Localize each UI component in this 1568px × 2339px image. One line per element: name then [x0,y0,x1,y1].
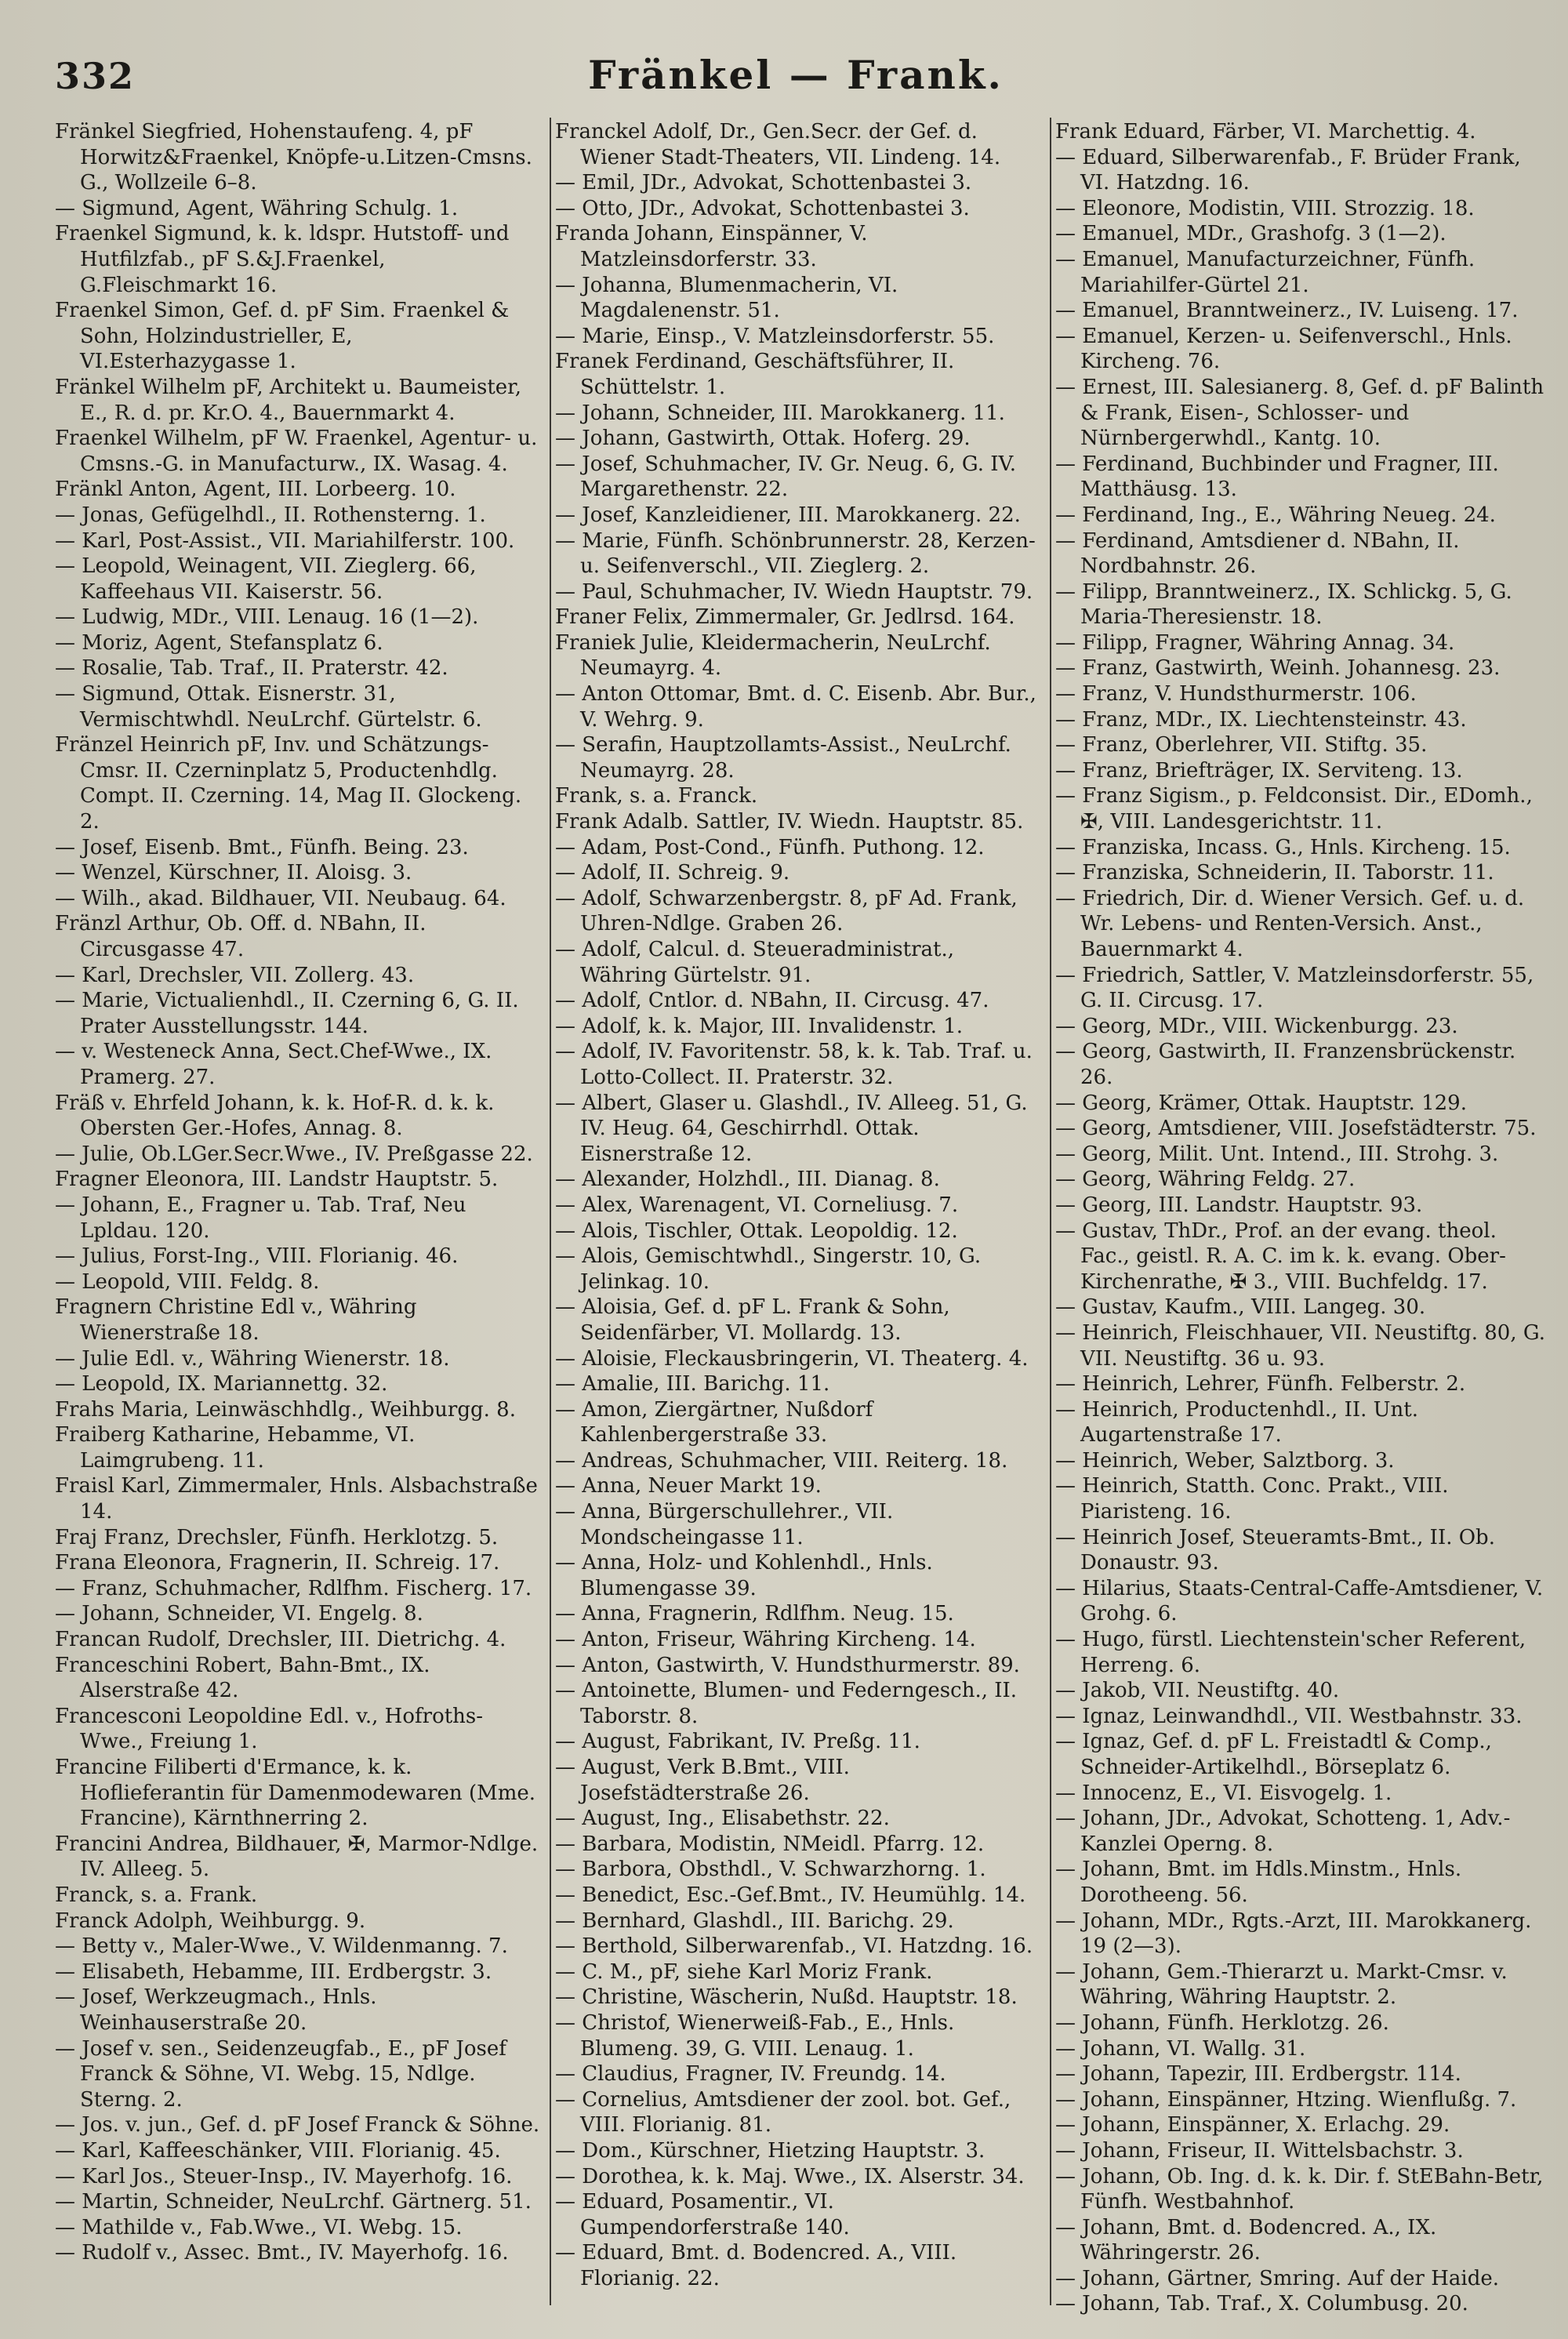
directory-entry: Franck, s. a. Frank. [55,1883,258,1907]
directory-entry: — Heinrich Josef, Steueramts-Bmt., II. Ob. Donaustr. 93. [1055,1525,1495,1575]
page-number: 332 [55,55,136,97]
directory-entry: — August, Ing., Elisabethstr. 22. [555,1807,890,1831]
directory-entry: — Anton Ottomar, Bmt. d. C. Eisenb. Abr. Bur., V. Wehrg. 9. [555,682,1036,732]
directory-entry: — Bernhard, Glashdl., III. Barichg. 29. [555,1909,954,1933]
directory-entry: — Dom., Kürschner, Hietzing Hauptstr. 3. [555,2138,985,2163]
directory-entry: — Georg, Währing Feldg. 27. [1055,1168,1356,1192]
directory-entry: — Adolf, k. k. Major, III. Invalidenstr. 1. [555,1014,964,1038]
directory-entry: — Josef, Kanzleidiener, III. Marokkanerg. 22. [555,503,1021,527]
directory-entry: — Hilarius, Staats-Central-Caffe-Amtsdiener, V. Grohg. 6. [1055,1576,1544,1626]
directory-entry: — Friedrich, Dir. d. Wiener Versich. Gef. u. d. Wr. Lebens- und Renten-Versich. Anst., Bauernmarkt 4. [1055,886,1525,961]
directory-entry: — Martin, Schneider, NeuLrchf. Gärtnerg. 51. [55,2190,532,2214]
directory-entry: — Heinrich, Weber, Salztborg. 3. [1055,1448,1395,1473]
directory-entry: Franiek Julie, Kleidermacherin, NeuLrchf. Neumayrg. 4. [555,630,991,681]
directory-entry: — Johann, Tab. Traf., X. Columbusg. 20. [1055,2292,1468,2315]
directory-entry: — Aloisie, Fleckausbringerin, VI. Theaterg. 4. [555,1346,1029,1371]
directory-entry: — Johann, Schneider, VI. Engelg. 8. [55,1602,423,1626]
directory-entry: — Georg, Krämer, Ottak. Hauptstr. 129. [1055,1091,1467,1115]
directory-entry: — Marie, Fünfh. Schönbrunnerstr. 28, Kerzen- u. Seifenverschl., VII. Zieglerg. 2. [555,528,1036,579]
directory-entry: — Johann, Tapezir, III. Erdbergstr. 114. [1055,2062,1461,2087]
directory-entry: — Alois, Tischler, Ottak. Leopoldig. 12. [555,1219,958,1243]
directory-entry: — Friedrich, Sattler, V. Matzleinsdorferstr. 55, G. II. Circusg. 17. [1055,963,1534,1013]
directory-entry: — Filipp, Fragner, Währing Annag. 34. [1055,630,1455,655]
directory-entry: — Adam, Post-Cond., Fünfh. Puthong. 12. [555,835,985,859]
directory-entry: Fränzel Heinrich pF, Inv. und Schätzungs-Cmsr. II. Czerninplatz 5, Productenhdlg. Compt. II. Czerning. 14, Mag II. Glockeng. 2. [55,733,522,834]
directory-entry: Fränkl Anton, Agent, III. Lorbeerg. 10. [55,478,456,502]
directory-entry: Franck Adolph, Weihburgg. 9. [55,1909,366,1933]
directory-entry: — Gustav, Kaufm., VIII. Langeg. 30. [1055,1295,1426,1320]
directory-entry: — Sigmund, Ottak. Eisnerstr. 31, Vermischtwhdl. NeuLrchf. Gürtelstr. 6. [55,682,482,732]
directory-entry: — Franz, MDr., IX. Liechtensteinstr. 43. [1055,707,1467,732]
directory-entry: — Heinrich, Fleischhauer, VII. Neustiftg. 80, G. VII. Neustiftg. 36 u. 93. [1055,1320,1545,1371]
directory-entry: — Karl Jos., Steuer-Insp., IV. Mayerhofg. 16. [55,2164,513,2188]
running-head: Fränkel — Frank. [588,52,1004,98]
directory-entry: — Eduard, Bmt. d. Bodencred. A., VIII. Florianig. 22. [555,2241,957,2290]
directory-entry: — Ferdinand, Buchbinder und Fragner, III. Matthäusg. 13. [1055,452,1499,502]
directory-entry: Franda Johann, Einspänner, V. Matzleinsdorferstr. 33. [555,222,868,271]
directory-entry: — Ferdinand, Amtsdiener d. NBahn, II. Nordbahnstr. 26. [1055,528,1460,579]
directory-entry: — Adolf, II. Schreig. 9. [555,861,790,885]
directory-entry: — Innocenz, E., VI. Eisvogelg. 1. [1055,1781,1392,1805]
directory-entry: — Berthold, Silberwarenfab., VI. Hatzdng. 16. [555,1934,1033,1959]
directory-entry: — Wilh., akad. Bildhauer, VII. Neubaug. 64. [55,886,506,910]
directory-entry: — Adolf, IV. Favoritenstr. 58, k. k. Tab. Traf. u. Lotto-Collect. II. Praterstr. 32. [555,1040,1033,1089]
directory-entry: Franek Ferdinand, Geschäftsführer, II. Schüttelstr. 1. [555,350,955,399]
directory-column-1 [55,119,545,2315]
directory-entry: — Johann, Bmt. im Hdls.Minstm., Hnls. Dorotheeng. 56. [1055,1858,1462,1907]
directory-entry: — Johann, Einspänner, X. Erlachg. 29. [1055,2113,1450,2137]
directory-entry: — Alex, Warenagent, VI. Corneliusg. 7. [555,1193,959,1217]
directory-entry: — August, Verk B.Bmt., VIII. Josefstädterstraße 26. [555,1756,850,1805]
directory-entry: — Emanuel, MDr., Grashofg. 3 (1—2). [1055,222,1446,246]
directory-entry: — Franz Sigism., p. Feldconsist. Dir., EDomh., ✠, VIII. Landesgerichtstr. 11. [1055,784,1533,834]
directory-entry: — Johann, Gärtner, Smring. Auf der Haide. [1055,2266,1500,2290]
directory-entry: Fränkel Siegfried, Hohenstaufeng. 4, pF Horwitz&Fraenkel, Knöpfe-u.Litzen-Cmsns. G., Wollzeile 6–8. [55,120,532,195]
directory-entry: Fraiberg Katharine, Hebamme, VI. Laimgrubeng. 11. [55,1423,416,1473]
directory-entry: Franceschini Robert, Bahn-Bmt., IX. Alserstraße 42. [55,1653,430,1703]
directory-entry: — Barbora, Obsthdl., V. Schwarzhorng. 1. [555,1858,986,1882]
directory-entry: — Johann, JDr., Advokat, Schotteng. 1, Adv.-Kanzlei Operng. 8. [1055,1807,1511,1856]
directory-entry: — Moriz, Agent, Stefansplatz 6. [55,630,383,655]
directory-entry: Fraj Franz, Drechsler, Fünfh. Herklotzg. 5. [55,1525,499,1549]
directory-entry: — Albert, Glaser u. Glashdl., IV. Alleeg. 51, G. IV. Heug. 64, Geschirrhdl. Ottak. Eisnerstraße 12. [555,1091,1028,1166]
directory-entry: — Adolf, Schwarzenbergstr. 8, pF Ad. Frank, Uhren-Ndlge. Graben 26. [555,886,1018,936]
directory-entry: — Marie, Einsp., V. Matzleinsdorferstr. 55. [555,324,995,348]
directory-entry: — Ernest, III. Salesianerg. 8, Gef. d. pF Balinth & Frank, Eisen-, Schlosser- und Nürnbergerwhdl., Kantg. 10. [1055,375,1544,451]
directory-entry: — Andreas, Schuhmacher, VIII. Reiterg. 18. [555,1448,1008,1473]
directory-entry: — Gustav, ThDr., Prof. an der evang. theol. Fac., geistl. R. A. C. im k. k. evang. Ober-Kirchenrathe, ✠ 3., VIII. Buchfeldg. 17. [1055,1219,1506,1294]
directory-entry: — Serafin, Hauptzollamts-Assist., NeuLrchf. Neumayrg. 28. [555,733,1011,783]
directory-entry: — Aloisia, Gef. d. pF L. Frank & Sohn, Seidenfärber, VI. Mollardg. 13. [555,1295,950,1345]
directory-entry: — Rudolf v., Assec. Bmt., IV. Mayerhofg. 16. [55,2241,509,2265]
directory-entry: — Karl, Kaffeeschänker, VIII. Florianig. 45. [55,2138,501,2163]
directory-entry: — Josef, Eisenb. Bmt., Fünfh. Being. 23. [55,835,469,859]
directory-entry: — Adolf, Cntlor. d. NBahn, II. Circusg. 47. [555,989,989,1013]
directory-entry: Francine Filiberti d'Ermance, k. k. Hoflieferantin für Damenmodewaren (Mme. Francine), Kärnthnerring 2. [55,1756,536,1831]
directory-entry: — Johann, E., Fragner u. Tab. Traf, Neu Lpldau. 120. [55,1193,466,1243]
directory-entry: — Johanna, Blumenmacherin, VI. Magdalenenstr. 51. [555,273,898,323]
directory-entry: — Julius, Forst-Ing., VIII. Florianig. 46. [55,1244,459,1269]
page-header [55,49,1537,108]
directory-entry: — Heinrich, Productenhdl., II. Unt. Augartenstraße 17. [1055,1397,1419,1447]
directory-entry: — Otto, JDr., Advokat, Schottenbastei 3. [555,196,970,220]
directory-entry: Francan Rudolf, Drechsler, III. Dietrichg. 4. [55,1628,506,1652]
directory-column-3 [1055,119,1545,2315]
directory-entry: — Josef, Werkzeugmach., Hnls. Weinhauserstraße 20. [55,1985,377,2035]
directory-entry: — Benedict, Esc.-Gef.Bmt., IV. Heumühlg. 14. [555,1883,1026,1907]
directory-entry: — Ignaz, Leinwandhdl., VII. Westbahnstr. 33. [1055,1704,1523,1728]
directory-entry: — Anna, Neuer Markt 19. [555,1474,822,1498]
directory-entry: Francini Andrea, Bildhauer, ✠, Marmor-Ndlge. IV. Alleeg. 5. [55,1832,539,1882]
directory-entry: — Anton, Gastwirth, V. Hundsthurmerstr. 89. [555,1653,1020,1677]
directory-entry: — Johann, Gem.-Thierarzt u. Markt-Cmsr. v. Währing, Währing Hauptstr. 2. [1055,1959,1508,2010]
directory-entry: — Johann, Ob. Ing. d. k. k. Dir. f. StEBahn-Betr, Fünfh. Westbahnhof. [1055,2164,1544,2214]
directory-entry: — Franz, Gastwirth, Weinh. Johannesg. 23. [1055,656,1501,681]
directory-entry: — C. M., pF, siehe Karl Moriz Frank. [555,1959,933,1984]
directory-entry: — Sigmund, Agent, Währing Schulg. 1. [55,196,459,220]
directory-entry: — Emanuel, Kerzen- u. Seifenverschl., Hnls. Kircheng. 76. [1055,324,1512,374]
directory-entry: — Karl, Post-Assist., VII. Mariahilferstr. 100. [55,528,515,553]
directory-entry: Frank, s. a. Franck. [555,784,758,808]
directory-entry: — Johann, Schneider, III. Marokkanerg. 11. [555,401,1005,425]
directory-entry: — Johann, MDr., Rgts.-Arzt, III. Marokkanerg. 19 (2—3). [1055,1909,1532,1959]
directory-entry: — Karl, Drechsler, VII. Zollerg. 43. [55,963,415,987]
directory-entry: — Anna, Bürgerschullehrer., VII. Mondscheingasse 11. [555,1500,894,1549]
directory-entry: Franckel Adolf, Dr., Gen.Secr. der Gef. d. Wiener Stadt-Theaters, VII. Lindeng. 14. [555,120,1001,169]
directory-entry: — Hugo, fürstl. Liechtenstein'scher Referent, Herreng. 6. [1055,1628,1526,1677]
directory-entry: — Elisabeth, Hebamme, III. Erdbergstr. 3. [55,1959,492,1984]
directory-entry: Frank Adalb. Sattler, IV. Wiedn. Hauptstr. 85. [555,810,1024,834]
directory-entry: — Filipp, Branntweinerz., IX. Schlickg. 5, G. Maria-Theresienstr. 18. [1055,579,1512,630]
directory-entry: — Heinrich, Lehrer, Fünfh. Felberstr. 2. [1055,1372,1466,1396]
directory-entry: — Eduard, Silberwarenfab., F. Brüder Frank, VI. Hatzdng. 16. [1055,145,1521,195]
directory-column-2 [555,119,1045,2315]
directory-entry: — Jos. v. jun., Gef. d. pF Josef Franck & Söhne. [55,2113,540,2137]
directory-entry: — Ferdinand, Ing., E., Währing Neueg. 24. [1055,503,1496,527]
directory-entry: — Betty v., Maler-Wwe., V. Wildenmanng. 7. [55,1934,508,1959]
directory-entry: — Leopold, VIII. Feldg. 8. [55,1269,320,1294]
directory-entry: Franer Felix, Zimmermaler, Gr. Jedlrsd. 164. [555,605,1015,630]
directory-entry: Frank Eduard, Färber, VI. Marchettig. 4. [1055,120,1476,143]
directory-entry: — Dorothea, k. k. Maj. Wwe., IX. Alserstr. 34. [555,2164,1025,2188]
directory-entry: — Johann, VI. Wallg. 31. [1055,2036,1306,2061]
directory-entry: Fraenkel Sigmund, k. k. ldspr. Hutstoff- und Hutfilzfab., pF S.&J.Fraenkel, G.Fleischmarkt 16. [55,222,510,297]
directory-entry: — Cornelius, Amtsdiener der zool. bot. Gef., VIII. Florianig. 81. [555,2087,1011,2137]
directory-entry: — Paul, Schuhmacher, IV. Wiedn Hauptstr. 79. [555,579,1033,604]
directory-entry: — Christof, Wienerweiß-Fab., E., Hnls. Blumeng. 39, G. VIII. Lenaug. 1. [555,2010,955,2061]
directory-entry: — Emil, JDr., Advokat, Schottenbastei 3. [555,171,972,195]
directory-entry: — Emanuel, Manufacturzeichner, Fünfh. Mariahilfer-Gürtel 21. [1055,247,1475,297]
directory-entry: — Franziska, Incass. G., Hnls. Kircheng. 15. [1055,835,1511,859]
directory-entry: — Claudius, Fragner, IV. Freundg. 14. [555,2062,946,2087]
directory-entry: — Barbara, Modistin, NMeidl. Pfarrg. 12. [555,1832,985,1856]
directory-entry: Fraenkel Wilhelm, pF W. Fraenkel, Agentur- u. Cmsns.-G. in Manufacturw., IX. Wasag. 4. [55,427,538,476]
directory-entry: — Amalie, III. Barichg. 11. [555,1372,830,1396]
directory-entry: — Julie Edl. v., Währing Wienerstr. 18. [55,1346,450,1371]
directory-entry: — Jonas, Gefügelhdl., II. Rothensterng. 1. [55,503,486,527]
directory-entry: — Johann, Fünfh. Herklotzg. 26. [1055,2010,1389,2035]
directory-entry: — Leopold, Weinagent, VII. Zieglerg. 66, Kaffeehaus VII. Kaiserstr. 56. [55,554,477,604]
directory-entry: — Josef v. sen., Seidenzeugfab., E., pF Josef Franck & Söhne, VI. Webg. 15, Ndlge. Sterng. 2. [55,2036,506,2112]
directory-entry: — Eleonore, Modistin, VIII. Strozzig. 18. [1055,196,1475,220]
directory-entry: — Johann, Bmt. d. Bodencred. A., IX. Währingerstr. 26. [1055,2215,1437,2265]
directory-entry: Frahs Maria, Leinwäschhdlg., Weihburgg. 8. [55,1397,516,1422]
directory-entry: — Georg, MDr., VIII. Wickenburgg. 23. [1055,1014,1458,1038]
directory-entry: — Georg, Amtsdiener, VIII. Josefstädterstr. 75. [1055,1117,1537,1141]
directory-entry: — Anna, Fragnerin, Rdlfhm. Neug. 15. [555,1602,954,1626]
directory-entry: Frana Eleonora, Fragnerin, II. Schreig. 17. [55,1551,500,1575]
directory-entry: Fräß v. Ehrfeld Johann, k. k. Hof-R. d. k. k. Obersten Ger.-Hofes, Annag. 8. [55,1091,495,1141]
directory-entry: Fragnern Christine Edl v., Währing Wienerstraße 18. [55,1295,417,1345]
directory-entry: — Amon, Ziergärtner, Nußdorf Kahlenbergerstraße 33. [555,1397,873,1447]
directory-entry: Fraenkel Simon, Gef. d. pF Sim. Fraenkel & Sohn, Holzindustrieller, E, VI.Esterhazygasse 1. [55,299,510,374]
directory-entry: — Wenzel, Kürschner, II. Aloisg. 3. [55,861,412,885]
directory-entry: Fraisl Karl, Zimmermaler, Hnls. Alsbachstraße 14. [55,1474,538,1524]
directory-entry: Fränkel Wilhelm pF, Architekt u. Baumeister, E., R. d. pr. Kr.O. 4., Bauernmarkt 4. [55,375,521,425]
directory-entry: Fragner Eleonora, III. Landstr Hauptstr. 5. [55,1168,499,1192]
directory-entry: — v. Westeneck Anna, Sect.Chef-Wwe., IX. Pramerg. 27. [55,1040,492,1089]
column-rule [550,118,551,2305]
directory-entry: Francesconi Leopoldine Edl. v., Hofroths-Wwe., Freiung 1. [55,1704,484,1754]
directory-entry: — Franz, Oberlehrer, VII. Stiftg. 35. [1055,733,1428,757]
directory-entry: Fränzl Arthur, Ob. Off. d. NBahn, II. Circusgasse 47. [55,912,426,961]
directory-entry: — Eduard, Posamentir., VI. Gumpendorferstraße 140. [555,2190,850,2239]
directory-entry: — Rosalie, Tab. Traf., II. Praterstr. 42. [55,656,448,681]
directory-entry: — Ignaz, Gef. d. pF L. Freistadtl & Comp., Schneider-Artikelhdl., Börseplatz 6. [1055,1730,1492,1779]
directory-entry: — Franz, Schuhmacher, Rdlfhm. Fischerg. 17. [55,1576,532,1600]
directory-entry: — Leopold, IX. Mariannettg. 32. [55,1372,388,1396]
directory-entry: — Franziska, Schneiderin, II. Taborstr. 11. [1055,861,1494,885]
directory-entry: — Mathilde v., Fab.Wwe., VI. Webg. 15. [55,2215,463,2239]
column-rule [1050,118,1051,2305]
directory-entry: — Anna, Holz- und Kohlenhdl., Hnls. Blumengasse 39. [555,1551,933,1600]
directory-entry: — Jakob, VII. Neustiftg. 40. [1055,1679,1340,1703]
directory-entry: — Johann, Friseur, II. Wittelsbachstr. 3. [1055,2138,1464,2163]
directory-entry: — Alexander, Holzhdl., III. Dianag. 8. [555,1168,940,1192]
directory-entry: — Anton, Friseur, Währing Kircheng. 14. [555,1628,976,1652]
directory-entry: — Johann, Gastwirth, Ottak. Hoferg. 29. [555,427,971,451]
directory-entry: — Adolf, Calcul. d. Steueradministrat., Währing Gürtelstr. 91. [555,938,954,987]
directory-entry: — Heinrich, Statth. Conc. Prakt., VIII. Piaristeng. 16. [1055,1474,1449,1524]
directory-entry: — Georg, III. Landstr. Hauptstr. 93. [1055,1193,1423,1217]
directory-entry: — Franz, Briefträger, IX. Serviteng. 13. [1055,758,1463,783]
directory-entry: — Georg, Milit. Unt. Intend., III. Strohg. 3. [1055,1142,1499,1166]
directory-entry: — Georg, Gastwirth, II. Franzensbrückenstr. 26. [1055,1040,1516,1089]
directory-entry: — Antoinette, Blumen- und Federngesch., II. Taborstr. 8. [555,1679,1018,1728]
directory-entry: — Ludwig, MDr., VIII. Lenaug. 16 (1—2). [55,605,479,630]
directory-entry: — Alois, Gemischtwhdl., Singerstr. 10, G. Jelinkag. 10. [555,1244,982,1294]
directory-entry: — Emanuel, Branntweinerz., IV. Luiseng. 17. [1055,299,1519,323]
directory-entry: — Johann, Einspänner, Htzing. Wienflußg. 7. [1055,2087,1517,2112]
directory-entry: — Josef, Schuhmacher, IV. Gr. Neug. 6, G. IV. Margarethenstr. 22. [555,452,1017,502]
directory-entry: — Julie, Ob.LGer.Secr.Wwe., IV. Preßgasse 22. [55,1142,533,1166]
directory-entry: — Franz, V. Hundsthurmerstr. 106. [1055,682,1417,706]
directory-entry: — Christine, Wäscherin, Nußd. Hauptstr. 18. [555,1985,1018,2010]
directory-entry: — August, Fabrikant, IV. Preßg. 11. [555,1730,920,1754]
directory-entry: — Marie, Victualienhdl., II. Czerning 6, G. II. Prater Ausstellungsstr. 144. [55,989,519,1038]
